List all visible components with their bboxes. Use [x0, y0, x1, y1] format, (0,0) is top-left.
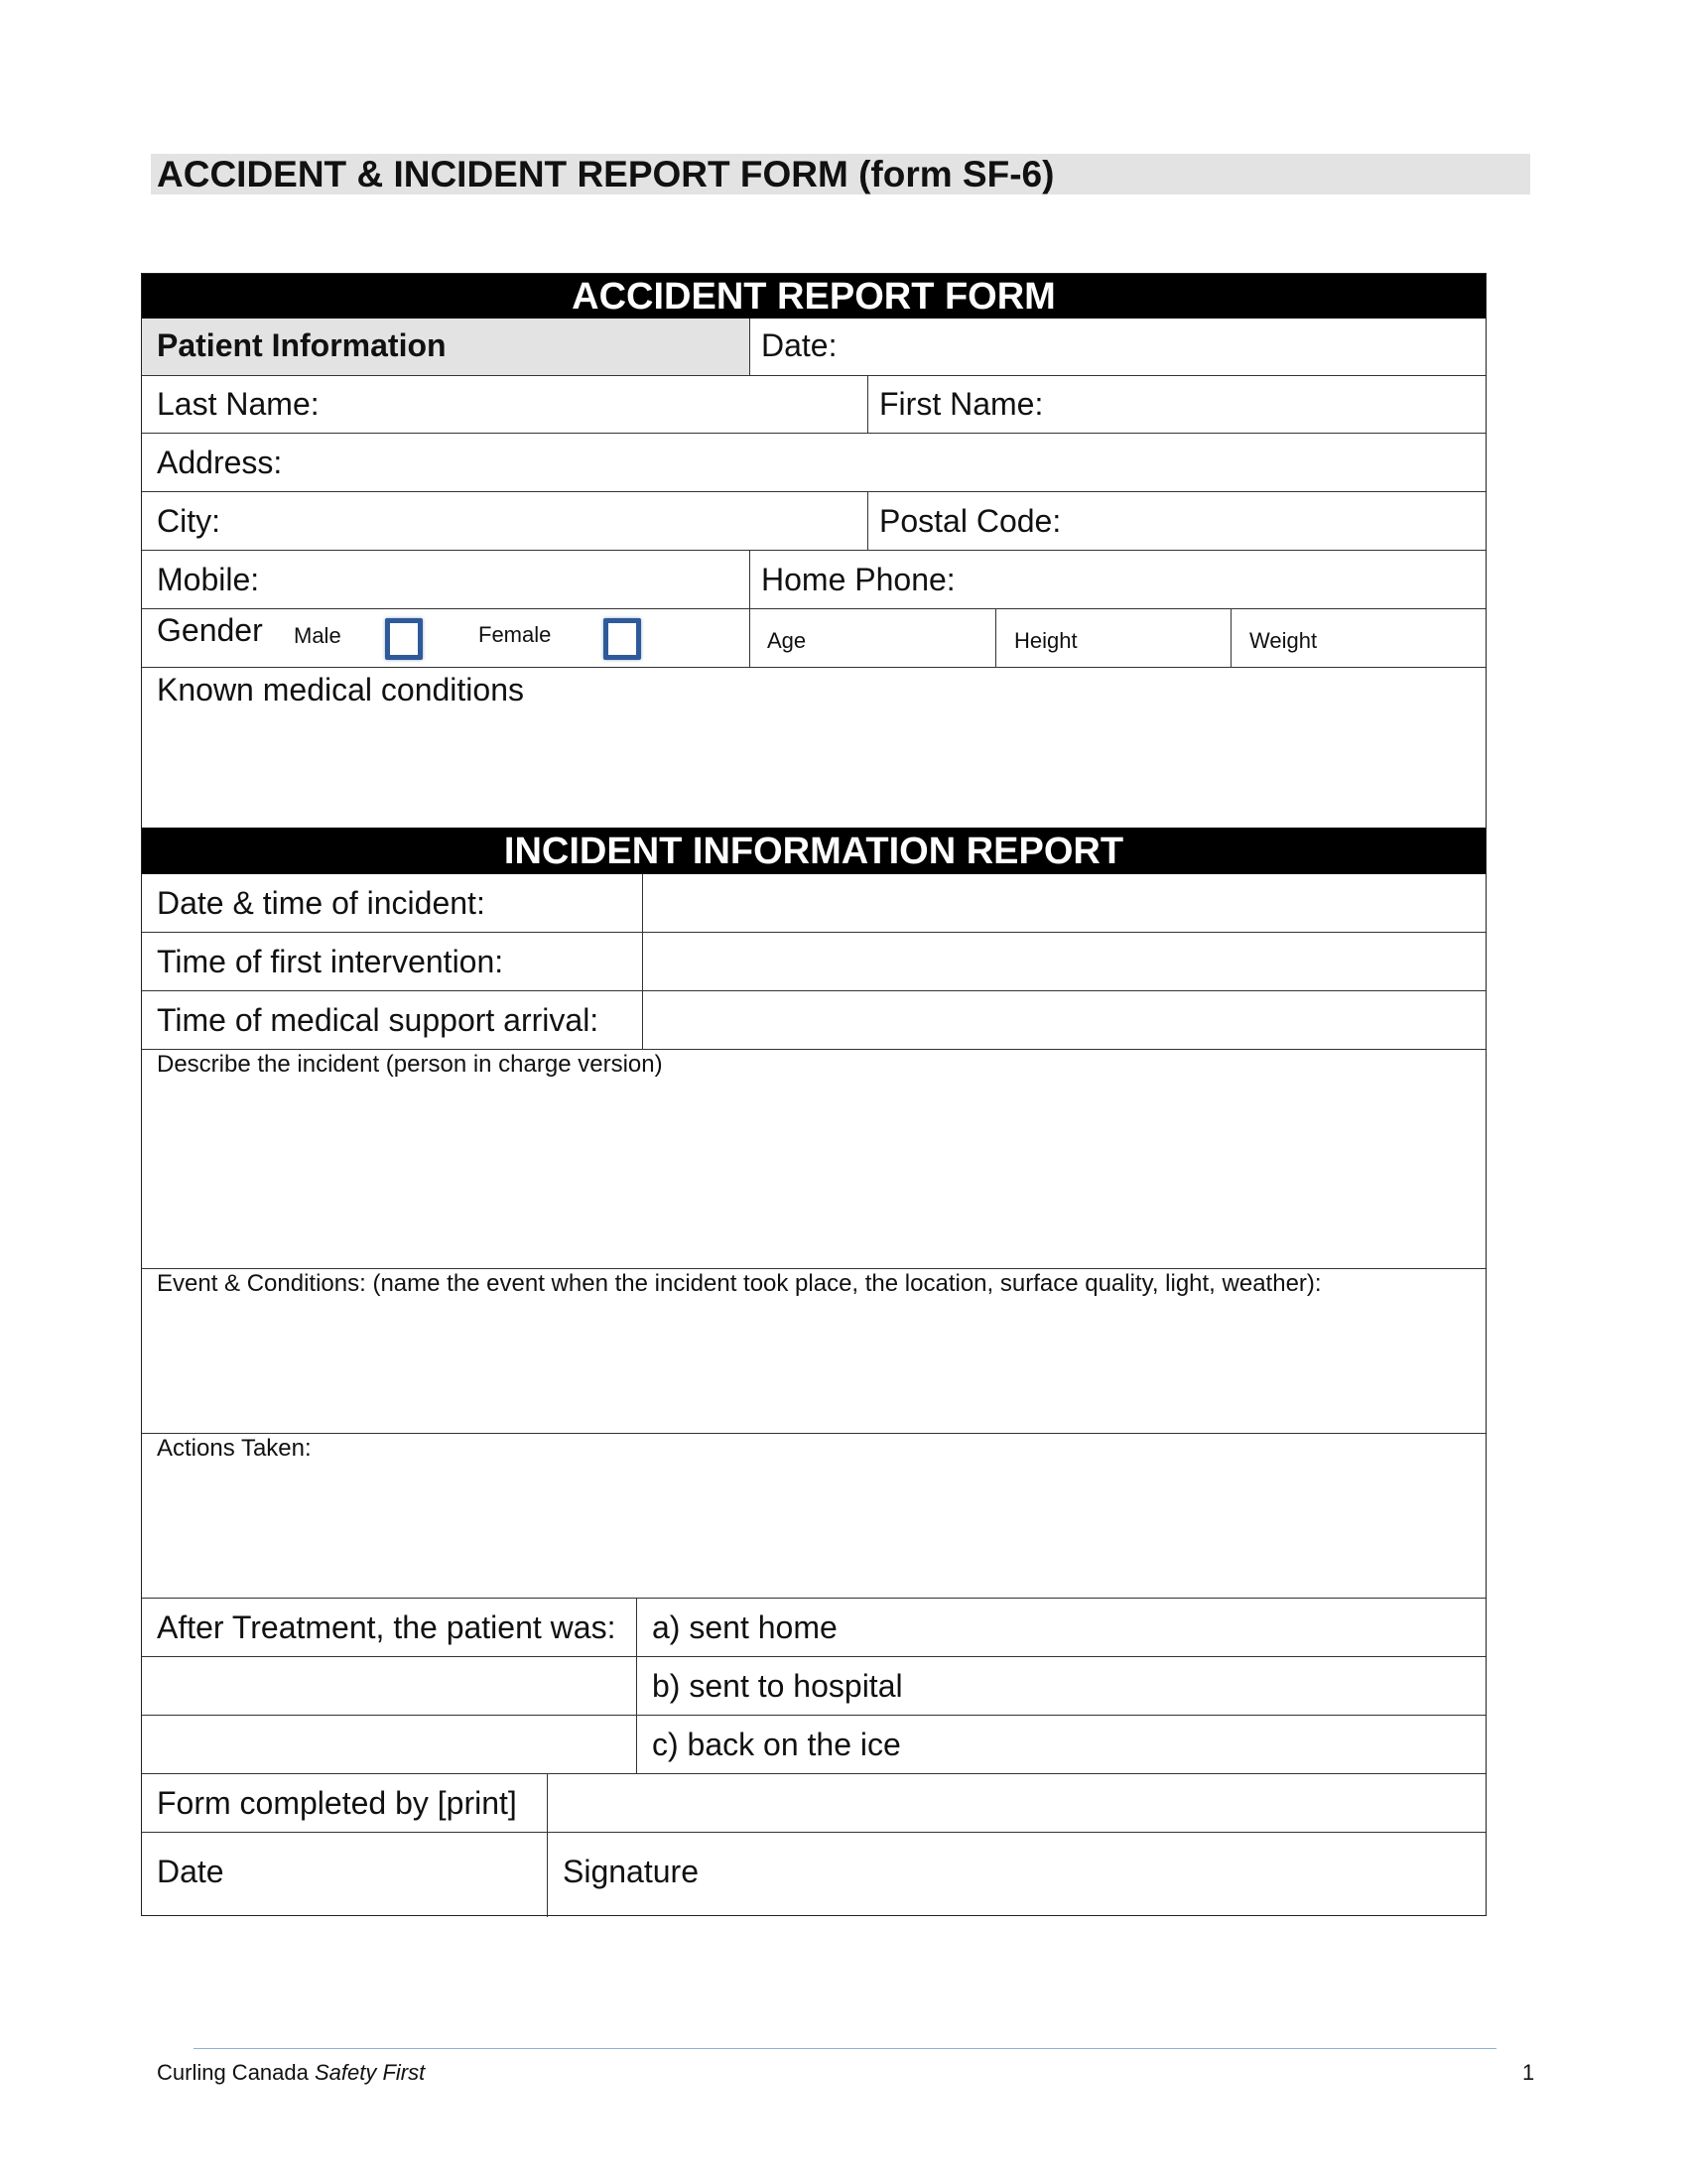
date-time-incident-label: Date & time of incident:	[157, 885, 485, 921]
height-field[interactable]: Height	[1014, 628, 1078, 653]
accident-form-header: ACCIDENT REPORT FORM	[142, 274, 1486, 319]
divider	[142, 990, 1486, 991]
signature-label[interactable]: Signature	[563, 1854, 699, 1889]
divider	[142, 1268, 1486, 1269]
event-conditions-field[interactable]: Event & Conditions: (name the event when the incident took place, the location, surface quality, light, weather):	[157, 1270, 1322, 1297]
footer-rule	[194, 2048, 1496, 2049]
divider	[142, 1433, 1486, 1434]
divider	[547, 1773, 548, 1917]
divider	[995, 608, 996, 667]
divider	[142, 608, 1486, 609]
divider	[142, 1715, 1486, 1716]
after-treatment-label: After Treatment, the patient was:	[157, 1609, 616, 1645]
divider	[749, 319, 750, 375]
male-checkbox[interactable]	[385, 618, 423, 660]
last-name-label[interactable]: Last Name:	[157, 386, 320, 422]
footer-org-name: Curling Canada	[157, 2060, 309, 2085]
divider	[142, 932, 1486, 933]
divider	[142, 1656, 1486, 1657]
describe-incident-field[interactable]: Describe the incident (person in charge version)	[157, 1051, 663, 1078]
patient-information-heading: Patient Information	[157, 327, 447, 363]
divider	[142, 1832, 1486, 1833]
divider	[142, 1598, 1486, 1599]
option-sent-to-hospital[interactable]: b) sent to hospital	[652, 1668, 903, 1704]
divider	[142, 491, 1486, 492]
divider	[142, 1773, 1486, 1774]
completed-by-label: Form completed by [print]	[157, 1785, 517, 1821]
female-label: Female	[478, 622, 552, 647]
divider	[142, 667, 1486, 668]
footer-org	[157, 2060, 425, 2086]
divider	[1231, 608, 1232, 667]
female-checkbox[interactable]	[603, 618, 641, 660]
option-sent-home[interactable]: a) sent home	[652, 1609, 838, 1645]
medical-conditions-field[interactable]: Known medical conditions	[157, 672, 524, 707]
footer-program: Safety First	[315, 2060, 426, 2085]
incident-report-header: INCIDENT INFORMATION REPORT	[142, 828, 1486, 874]
age-field[interactable]: Age	[767, 628, 807, 653]
divider	[142, 375, 1486, 376]
address-label[interactable]: Address:	[157, 445, 283, 480]
weight-field[interactable]: Weight	[1249, 628, 1318, 653]
option-back-on-ice[interactable]: c) back on the ice	[652, 1727, 901, 1762]
actions-taken-field[interactable]: Actions Taken:	[157, 1435, 312, 1462]
divider	[867, 491, 868, 550]
divider	[142, 1049, 1486, 1050]
completion-date-label[interactable]: Date	[157, 1854, 224, 1889]
divider	[142, 433, 1486, 434]
medical-support-label: Time of medical support arrival:	[157, 1002, 599, 1038]
date-label[interactable]: Date:	[761, 327, 838, 363]
divider	[636, 1598, 637, 1773]
divider	[867, 375, 868, 433]
divider	[642, 874, 643, 1049]
first-name-label[interactable]: First Name:	[879, 386, 1044, 422]
postal-code-label[interactable]: Postal Code:	[879, 503, 1062, 539]
gender-label: Gender	[157, 612, 263, 648]
page-number: 1	[1522, 2060, 1535, 2085]
page-title: ACCIDENT & INCIDENT REPORT FORM (form SF-6)	[151, 154, 1530, 194]
divider	[142, 550, 1486, 551]
mobile-label[interactable]: Mobile:	[157, 562, 260, 597]
first-intervention-label: Time of first intervention:	[157, 944, 504, 979]
accident-report-form	[141, 273, 1487, 1916]
home-phone-label[interactable]: Home Phone:	[761, 562, 956, 597]
city-label[interactable]: City:	[157, 503, 220, 539]
male-label: Male	[294, 623, 341, 648]
